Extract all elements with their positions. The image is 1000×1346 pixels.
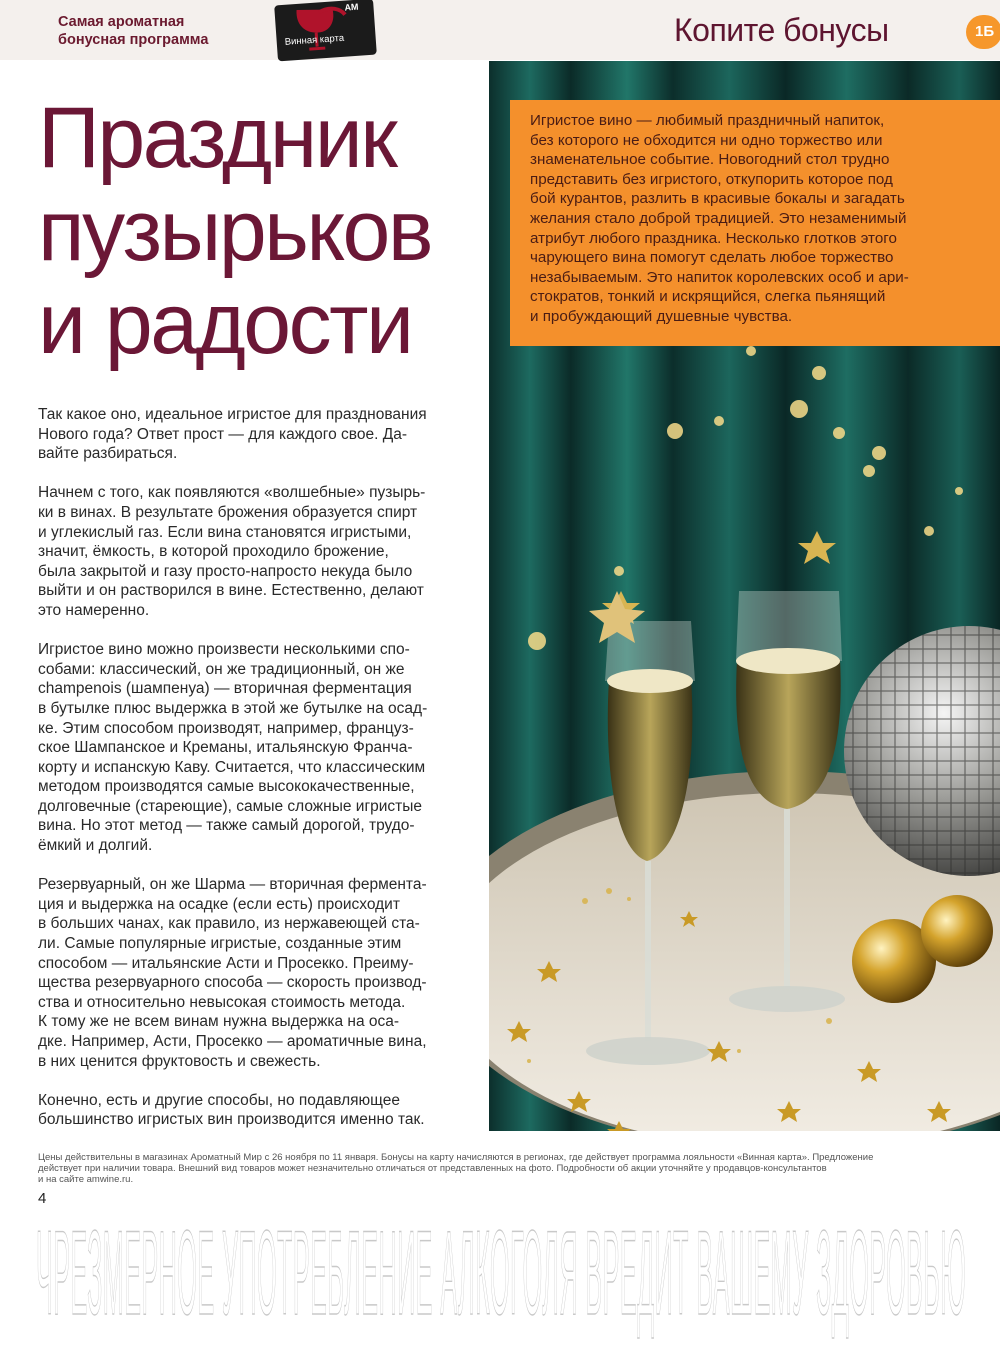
headline-line: и радости	[38, 276, 412, 372]
article-paragraph: Конечно, есть и другие способы, но подавляющее большинство игристых вин производится именно так.	[38, 1091, 425, 1129]
page-number: 4	[38, 1190, 47, 1207]
quote-box	[510, 100, 1000, 346]
article-paragraph: Начнем с того, как появляются «волшебные» пузырь- ки в винах. В результате брожения образуется спирт и углекислый газ. Если вина становятся игристыми, значит, ёмкость, в которой проходило брожение, была закрытой и газу просто-напросто некуда было выйти и он растворился в вине. Естественно, делают это намеренно.	[38, 484, 426, 619]
wine-glass-icon	[274, 0, 377, 61]
article-paragraph: Игристое вино можно произвести несколькими спо- собами: классический, он же традиционный, он же champenois (шампенуа) — вторичная ферментация в бутылке плюс выдержка в этой же бутылке на осад- ке. Этим способом производят, например, француз- ское Шампанское и Креманы, итальянскую Франча- корту и испанскую Каву. Считается, что классическим методом производятся самые высококачественные, долговечные (стареющие), самые сложные игристые вина. Но этот метод — также самый дорогой, трудо- ёмкий и долгий.	[38, 641, 428, 855]
page-badge: 1Б	[966, 15, 1000, 49]
article-body	[38, 405, 478, 1150]
article-paragraph: Так какое оно, идеальное игристое для празднования Нового года? Ответ прост — для каждого свое. Да- вайте разбираться.	[38, 406, 427, 463]
page-header	[0, 0, 1000, 60]
health-warning-text: ЧРЕЗМЕРНОЕ УПОТРЕБЛЕНИЕ АЛКОГОЛЯ ВРЕДИТ ВАШЕМУ ЗДОРОВЬЮ	[36, 1206, 966, 1340]
legal-disclaimer: Цены действительны в магазинах Ароматный Мир с 26 ноября по 11 января. Бонусы на карту начисляются в регионах, где действует программа лояльности «Винная карта». Предложение действует при наличии товара. Внешний вид товаров может незначительно отличаться от представленных на фото. Подробности об акции уточняйте у продавцов-консультантов и на сайте amwine.ru.	[38, 1152, 874, 1185]
health-warning	[36, 1198, 966, 1346]
logo-text: Винная карта	[284, 32, 345, 48]
loyalty-card-logo	[274, 0, 377, 61]
headline-line: пузырьков	[38, 183, 432, 279]
headline-line: Праздник	[38, 90, 396, 186]
logo-brand: AM	[344, 1, 359, 13]
article-paragraph: Резервуарный, он же Шарма — вторичная фермента- ция и выдержка на осадке (если есть) происходит в больших чанах, как правило, из нержавеющей ста- ли. Самые популярные игристые, созданные этим способом — итальянские Асти и Просекко. Преиму- щества резервуарного способа — скорость производ- ства и относительно невысокая стоимость метода. К тому же не всем винам нужна выдержка на оса- дке. Например, Асти, Просекко — ароматичные вина, в них ценится фруктовость и свежесть.	[38, 876, 427, 1070]
quote-text: Игристое вино — любимый праздничный напиток, без которого не обходится ни одно торжество или знаменательное событие. Новогодний стол трудно представить без игристого, откупорить которое под бой курантов, разлить в красивые бокалы и загадать желания стало доброй традицией. Это незаменимый атрибут любого праздника. Несколько глотков этого чарующего вина помогут сделать любое торжество незабываемым. Это напиток королевских особ и ари- стократов, тонкий и искрящийся, слегка пьянящий и пробуждающий душевные чувства.	[530, 112, 909, 325]
header-tagline: Самая ароматная бонусная программа	[58, 14, 209, 48]
article-headline	[38, 92, 488, 371]
section-title: Копите бонусы	[674, 12, 889, 48]
